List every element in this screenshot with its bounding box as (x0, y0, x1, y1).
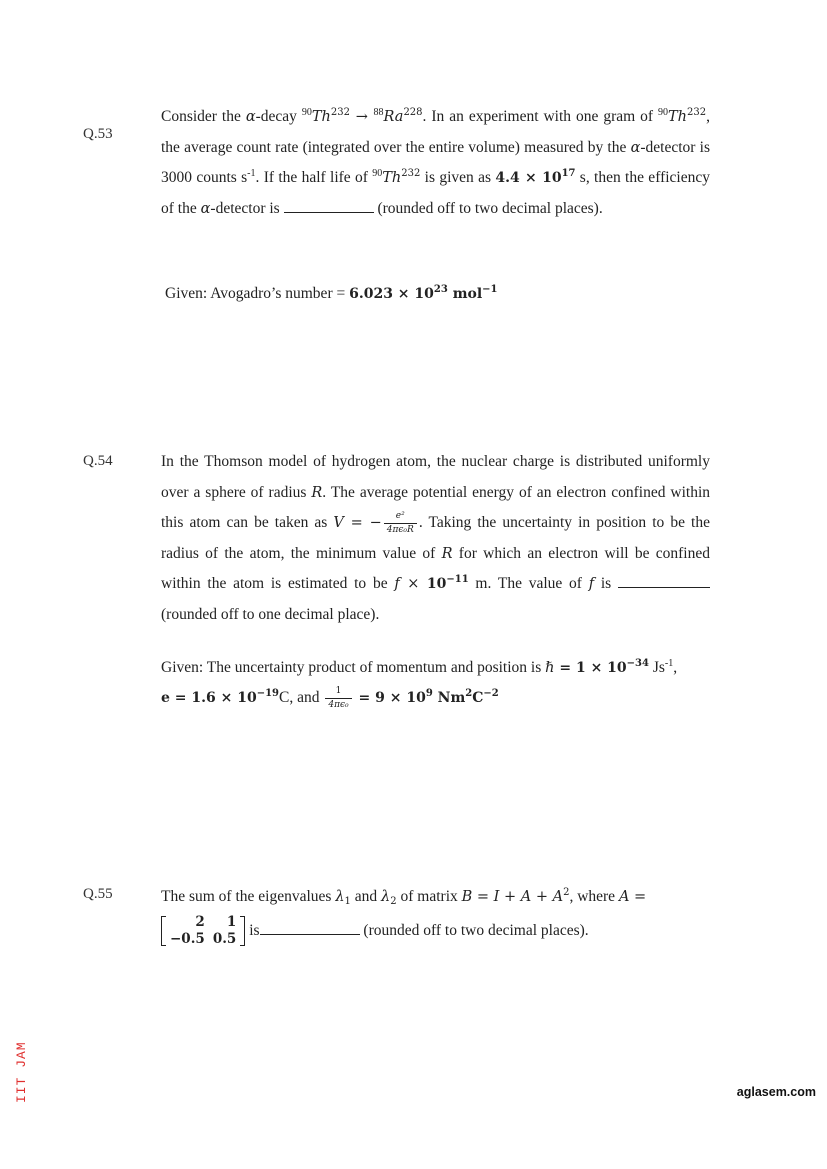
hbar-unit-exponent: -1 (664, 658, 674, 669)
unit-exponent: −2 (483, 688, 499, 699)
q53-text: -detector is 3000 counts s (161, 138, 710, 186)
alpha-symbol: α (630, 139, 641, 156)
radius-symbol: R (441, 545, 453, 562)
q53-given (165, 279, 714, 310)
avogadro-unit: mol (447, 286, 483, 302)
matrix-equation: B = I + A + A (461, 889, 564, 905)
q54-text: (rounded off to one decimal place). (161, 605, 380, 623)
question-number-53: Q.53 (83, 126, 113, 142)
q54-text: is (594, 575, 618, 592)
coulomb-unit: C (472, 690, 484, 706)
q55-text: and (350, 888, 382, 905)
exam-watermark: IIT JAM (14, 1041, 29, 1103)
times-symbol: × (399, 576, 427, 592)
question-55-body (161, 880, 710, 948)
hbar-unit: Js (648, 659, 665, 676)
lambda-subscript: 1 (344, 896, 351, 907)
coulomb-exponent: 9 (425, 688, 433, 699)
q55-text: of matrix (396, 888, 462, 905)
ra-atomic-number: 88 (373, 107, 384, 118)
given-label: Given: The uncertainty product of momentum and position is (161, 659, 546, 676)
matrix-cell: 2 (195, 914, 205, 931)
q54-text: . Taking the uncertainty in position to be the radius of the atom, the minimum value of (161, 514, 710, 562)
unit-exponent: 2 (465, 688, 473, 699)
question-number-55: Q.55 (83, 886, 113, 902)
equals-minus: = − (343, 515, 382, 531)
th-symbol: Th (668, 109, 688, 125)
q54-given (161, 653, 710, 713)
matrix-a-label: A = (618, 889, 647, 905)
th-atomic-number: 90 (301, 107, 312, 118)
q53-text: -detector is (210, 199, 284, 217)
lambda-subscript: 2 (390, 896, 397, 907)
th-mass-number: 232 (330, 107, 350, 118)
q55-text: is (245, 922, 260, 939)
fraction-denominator: 4πϵ₀R (384, 523, 417, 535)
th-atomic-number: 90 (372, 168, 383, 179)
question-54-body (161, 447, 710, 630)
alpha-symbol: α (245, 109, 256, 125)
charge-unit: C, and (279, 689, 324, 706)
q54-text: . The average potential energy of an electron confined within this atom can be taken as (161, 483, 711, 531)
ra-symbol: Ra (383, 109, 404, 125)
site-name: aglasem.com (736, 1085, 816, 1099)
q54-text: for which an electron will be confined within the atom is estimated to be (161, 544, 710, 592)
lambda-symbol: λ (381, 889, 391, 905)
fraction-numerator: 1 (335, 685, 342, 696)
hbar-exponent: −34 (626, 658, 649, 669)
answer-blank-53[interactable] (284, 200, 374, 213)
th-symbol: Th (311, 109, 331, 125)
q53-text: Consider the (161, 108, 246, 125)
potential-symbol: V (333, 515, 344, 531)
q53-text: , the average count rate (integrated over the entire volume) measured by the (161, 108, 710, 156)
matrix-cell: −0.5 (170, 931, 205, 948)
avogadro-exponent: 23 (433, 284, 448, 295)
q55-text: (rounded off to two decimal places). (359, 922, 589, 939)
q53-text: s, then the efficiency of the (161, 169, 710, 217)
comma: , (673, 659, 678, 676)
f-symbol: f (394, 576, 400, 592)
answer-blank-55[interactable] (260, 922, 360, 935)
avogadro-value: 6.023 × 10 (349, 286, 434, 302)
avogadro-unit-exponent: −1 (482, 284, 498, 295)
q53-text: -decay (255, 108, 302, 125)
hbar-value: = 1 × 10 (554, 660, 627, 676)
power-base: 10 (426, 576, 447, 592)
charge-value: = 1.6 × 10 (169, 690, 257, 706)
charge-exponent: −19 (256, 688, 280, 699)
coulomb-fraction (325, 687, 351, 710)
q54-text: m. The value of (468, 575, 589, 592)
matrix-a (161, 914, 245, 948)
q53-text: (rounded off to two decimal places). (373, 199, 603, 217)
q53-text: . In an experiment with one gram of (422, 108, 659, 125)
coulomb-value: = 9 × 10 (353, 690, 426, 706)
th-mass-number: 232 (687, 107, 707, 118)
alpha-symbol: α (200, 200, 211, 217)
power-exponent: −11 (446, 574, 469, 585)
q54-text: In the Thomson model of hydrogen atom, the nuclear charge is distributed uniformly over a sphere of radius (161, 453, 710, 501)
hbar-symbol: ℏ (545, 660, 555, 676)
q53-text: is given as (420, 169, 496, 186)
answer-blank-54[interactable] (618, 575, 710, 588)
th-mass-number: 232 (401, 168, 421, 179)
given-label: Given: Avogadro’s number = (165, 285, 350, 302)
fraction-numerator: e² (395, 510, 405, 521)
q55-text: , where (569, 888, 619, 905)
q53-text: . If the half life of (255, 169, 373, 186)
equation-exponent: 2 (563, 887, 570, 898)
unit-exponent: -1 (247, 168, 256, 179)
th-symbol: Th (382, 170, 402, 186)
coulomb-unit: Nm (432, 690, 466, 706)
potential-fraction (384, 512, 417, 535)
f-symbol: f (588, 576, 595, 592)
half-life-exponent: 17 (561, 168, 576, 179)
q55-text: The sum of the eigenvalues (161, 888, 336, 905)
lambda-symbol: λ (335, 889, 345, 905)
matrix-cell: 1 (226, 914, 237, 931)
th-atomic-number: 90 (658, 107, 669, 118)
arrow-icon: → (350, 109, 374, 125)
charge-symbol: e (161, 690, 170, 706)
matrix-cell: 0.5 (212, 931, 237, 948)
fraction-denominator: 4πϵ₀ (325, 698, 351, 710)
ra-mass-number: 228 (403, 107, 423, 118)
radius-symbol: R (311, 484, 323, 501)
question-53-body (161, 102, 710, 224)
half-life-value: 4.4 × 10 (495, 170, 562, 186)
question-number-54: Q.54 (83, 453, 113, 469)
